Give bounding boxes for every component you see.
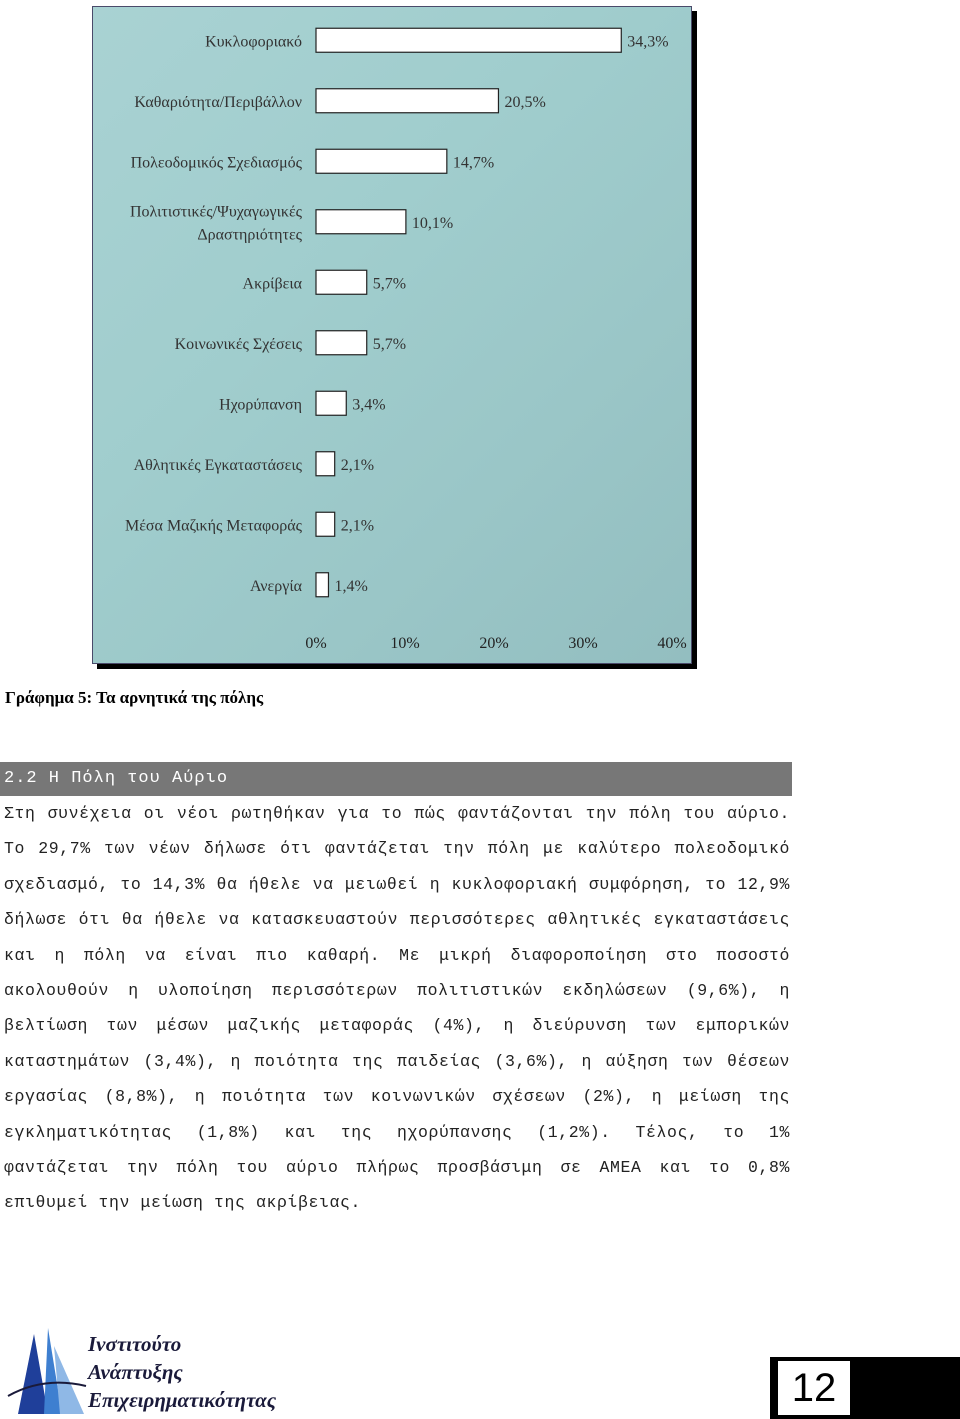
page-number-box [770,1357,960,1419]
x-tick-label-3: 20% [479,635,509,652]
logo-text [88,1330,276,1414]
category-label-8: Αθλητικές Εγκαταστάσεις [133,456,302,474]
category-label-7: Ηχορύπανση [219,396,302,414]
category-label-3: Πολεοδομικός Σχεδιασμός [130,154,302,172]
bar-2 [316,89,498,113]
value-label-1: 34,3% [627,33,669,51]
x-tick-label-4: 30% [568,635,598,652]
bar-4 [316,210,406,234]
category-label-6: Κοινωνικές Σχέσεις [174,335,302,353]
value-label-8: 2,1% [340,456,375,474]
bar-1 [316,28,621,52]
category-label-1: Κυκλοφοριακό [205,33,302,51]
category-label-10: Ανεργία [249,577,302,595]
value-label-7: 3,4% [352,396,386,414]
category-label-4: Πολιτιστικές/Ψυχαγωγικές Δραστηριότητες [129,203,302,244]
logo-line-3: Επιχειρηματικότητας [88,1388,277,1412]
section-heading: 2.2 Η Πόλη του Αύριο [0,762,792,796]
chart-caption: Γράφημα 5: Τα αρνητικά της πόλης [5,688,264,707]
bar-8 [316,452,335,476]
bar-3 [316,149,447,173]
category-label-2: Καθαριότητα/Περιβάλλον [134,93,302,111]
bar-5 [316,270,367,294]
value-label-2: 20,5% [504,93,546,111]
x-tick-label-5: 40% [657,635,687,652]
logo-line-1: Ινστιτούτο [88,1332,182,1356]
logo-line-2: Ανάπτυξης [88,1360,183,1384]
value-label-10: 1,4% [334,577,368,595]
category-label-5: Ακρίβεια [242,275,302,293]
x-tick-label-2: 10% [390,635,420,652]
body-paragraph: Στη συνέχεια οι νέοι ρωτηθήκαν για το πώς φαντάζονται την πόλη του αύριο. Το 29,7% των νέων δήλωσε ότι φαντάζεται την πόλη με καλύτερο πολεοδομικό σχεδιασμό, το 14,3% θα ήθελε να μειωθεί η κυκλοφοριακή συμφόρηση, το 12,9% δήλωσε ότι θα ήθελε να κατασκευαστούν περισσότερες αθλητικές εγκαταστάσεις και η πόλη να είναι πιο καθαρή. Με μικρή διαφοροποίηση στο ποσοστό ακολουθούν η υλοποίηση περισσότερων πολιτιστικών εκδηλώσεων (9,6%), η βελτίωση των μέσων μαζικής μεταφοράς (4%), η διεύρυνση των εμπορικών καταστημάτων (3,4%), η ποιότητα της παιδείας (3,6%), η αύξηση των θέσεων εργασίας (8,8%), η ποιότητα των κοινωνικών σχέσεων (2%), η μείωση της εγκληματικότητας (1,8%) και της ηχορύπανσης (1,2%). Τέλος, το 1% φαντάζεται την πόλη του αύριο πλήρως προσβάσιμη σε ΑΜΕΑ και το 0,8% επιθυμεί την μείωση της ακρίβειας. [4,804,790,1213]
value-label-5: 5,7% [372,275,407,293]
bar-9 [316,512,335,536]
bar-6 [316,331,367,355]
body-text [4,796,790,1221]
bar-10 [316,573,328,597]
x-tick-label-1: 0% [305,635,327,652]
page-number: 12 [778,1361,850,1415]
value-label-9: 2,1% [340,517,375,535]
bar-chart [0,0,960,700]
value-label-4: 10,1% [411,214,454,232]
value-label-3: 14,7% [452,154,495,172]
category-label-9: Μέσα Μαζικής Μεταφοράς [124,517,302,535]
value-label-6: 5,7% [372,335,407,353]
bar-7 [316,391,346,415]
